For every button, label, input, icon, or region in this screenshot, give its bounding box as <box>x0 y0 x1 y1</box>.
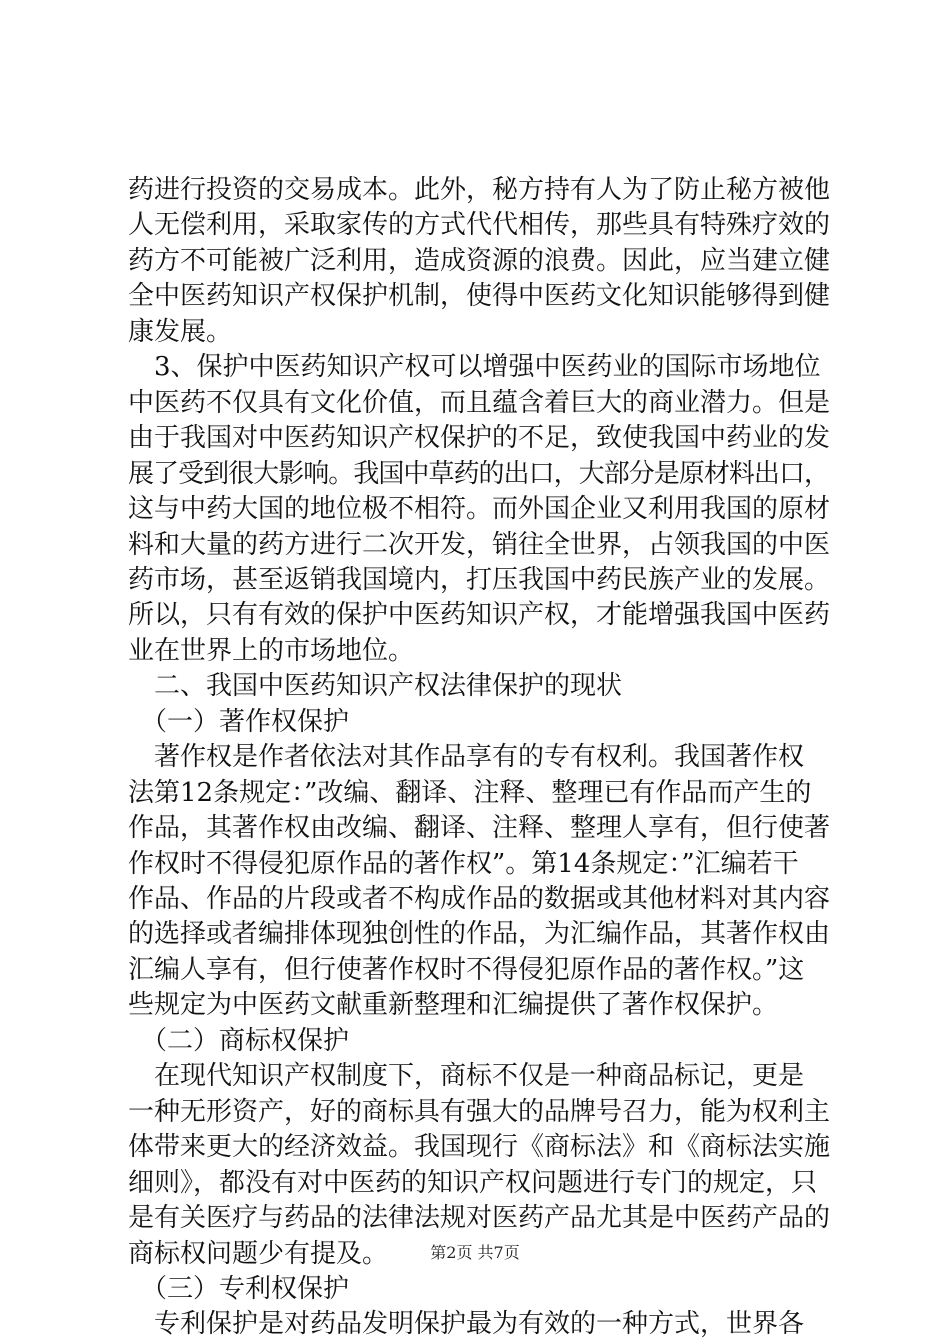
text-line: 汇编人享有，但行使著作权时不得侵犯原作品的著作权。”这 <box>128 955 805 985</box>
text-line: 中医药不仅具有文化价值，而且蕴含着巨大的商业潜力。但是 <box>128 388 831 418</box>
text-line: 展了受到很大影响。我国中草药的出口，大部分是原材料出口， <box>128 459 830 489</box>
page-footer: 第2页 共7页 <box>430 1243 520 1262</box>
text-line: 著作权是作者依法对其作品享有的专有权利。我国著作权 <box>128 742 805 772</box>
text-line: 作品、作品的片段或者不构成作品的数据或其他材料对其内容 <box>128 884 831 914</box>
text-line: 在现代知识产权制度下，商标不仅是一种商品标记，更是 <box>128 1061 805 1091</box>
text-line: 二、我国中医药知识产权法律保护的现状 <box>128 671 623 701</box>
text-line: （三）专利权保护 <box>128 1274 350 1304</box>
text-line: （二）商标权保护 <box>128 1026 350 1056</box>
text-line: 3、保护中医药知识产权可以增强中医药业的国际市场地位 <box>128 352 821 382</box>
text-line: 法第12条规定：”改编、翻译、注释、整理已有作品而产生的 <box>128 778 812 808</box>
text-line: 一种无形资产，好的商标具有强大的品牌号召力，能为权利主 <box>128 1097 831 1127</box>
text-line: 全中医药知识产权保护机制，使得中医药文化知识能够得到健 <box>128 281 831 311</box>
text-line: 由于我国对中医药知识产权保护的不足，致使我国中药业的发 <box>128 423 831 453</box>
text-line: 业在世界上的市场地位。 <box>128 636 415 666</box>
text-line: 作品，其著作权由改编、翻译、注释、整理人享有，但行使著 <box>128 813 831 843</box>
text-line: 康发展。 <box>128 317 233 347</box>
text-line: （一）著作权保护 <box>128 707 350 737</box>
text-line: 人无偿利用，采取家传的方式代代相传，那些具有特殊疗效的 <box>128 210 831 240</box>
text-line: 商标权问题少有提及。 <box>128 1239 389 1269</box>
text-line: 专利保护是对药品发明保护最为有效的一种方式，世界各 <box>128 1309 805 1339</box>
text-line: 作权时不得侵犯原作品的著作权”。第14条规定：”汇编若干 <box>128 849 799 879</box>
text-line: 料和大量的药方进行二次开发，销往全世界，占领我国的中医 <box>128 530 831 560</box>
text-line: 些规定为中医药文献重新整理和汇编提供了著作权保护。 <box>128 990 779 1020</box>
text-line: 细则》，都没有对中医药的知识产权问题进行专门的规定，只 <box>128 1168 818 1198</box>
text-line: 所以，只有有效的保护中医药知识产权，才能增强我国中医药 <box>128 600 831 630</box>
text-line: 药进行投资的交易成本。此外，秘方持有人为了防止秘方被他 <box>128 175 831 205</box>
text-line: 这与中药大国的地位极不相符。而外国企业又利用我国的原材 <box>128 494 831 524</box>
text-line: 的选择或者编排体现独创性的作品，为汇编作品，其著作权由 <box>128 919 831 949</box>
text-line: 是有关医疗与药品的法律法规对医药产品尤其是中医药产品的 <box>128 1203 831 1233</box>
text-line: 药方不可能被广泛利用，造成资源的浪费。因此，应当建立健 <box>128 246 831 276</box>
text-line: 药市场，甚至返销我国境内，打压我国中药民族产业的发展。 <box>128 565 831 595</box>
text-line: 体带来更大的经济效益。我国现行《商标法》和《商标法实施 <box>128 1132 831 1162</box>
